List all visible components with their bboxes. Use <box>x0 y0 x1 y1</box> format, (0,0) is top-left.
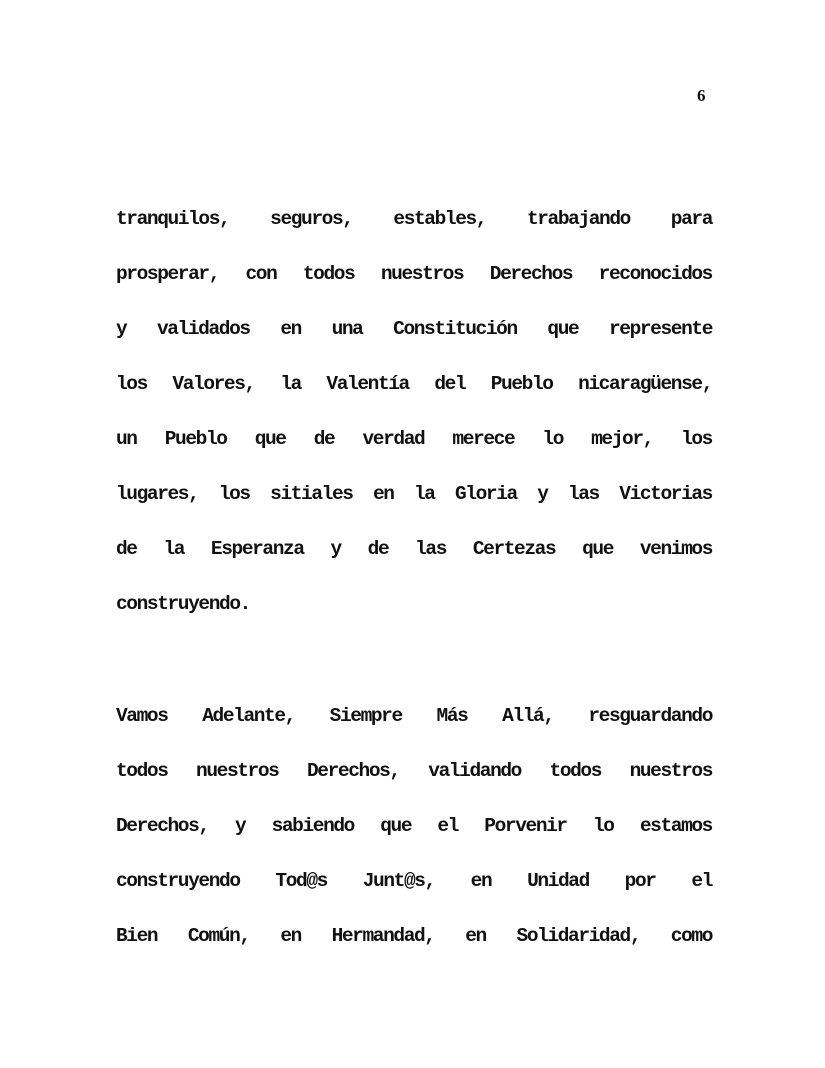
text-line: y validados en una Constitución que represente <box>116 318 712 340</box>
text-line: prosperar, con todos nuestros Derechos reconocidos <box>116 263 712 285</box>
text-line: los Valores, la Valentía del Pueblo nicaragüense, <box>116 373 712 395</box>
text-line: Derechos, y sabiendo que el Porvenir lo estamos <box>116 815 712 837</box>
text-line: un Pueblo que de verdad merece lo mejor, los <box>116 428 712 450</box>
text-line: de la Esperanza y de las Certezas que venimos <box>116 538 712 560</box>
text-line: construyendo Tod@s Junt@s, en Unidad por el <box>116 870 712 892</box>
text-line: tranquilos, seguros, estables, trabajando para <box>116 208 712 230</box>
paragraph-2 <box>116 689 712 964</box>
text-line: construyendo. <box>116 593 250 615</box>
text-line: Vamos Adelante, Siempre Más Allá, resguardando <box>116 705 712 727</box>
paragraph-1 <box>116 192 712 632</box>
page-number: 6 <box>697 86 706 105</box>
text-line: todos nuestros Derechos, validando todos nuestros <box>116 760 712 782</box>
text-line: lugares, los sitiales en la Gloria y las Victorias <box>116 483 712 505</box>
text-line: Bien Común, en Hermandad, en Solidaridad, como <box>116 925 712 947</box>
